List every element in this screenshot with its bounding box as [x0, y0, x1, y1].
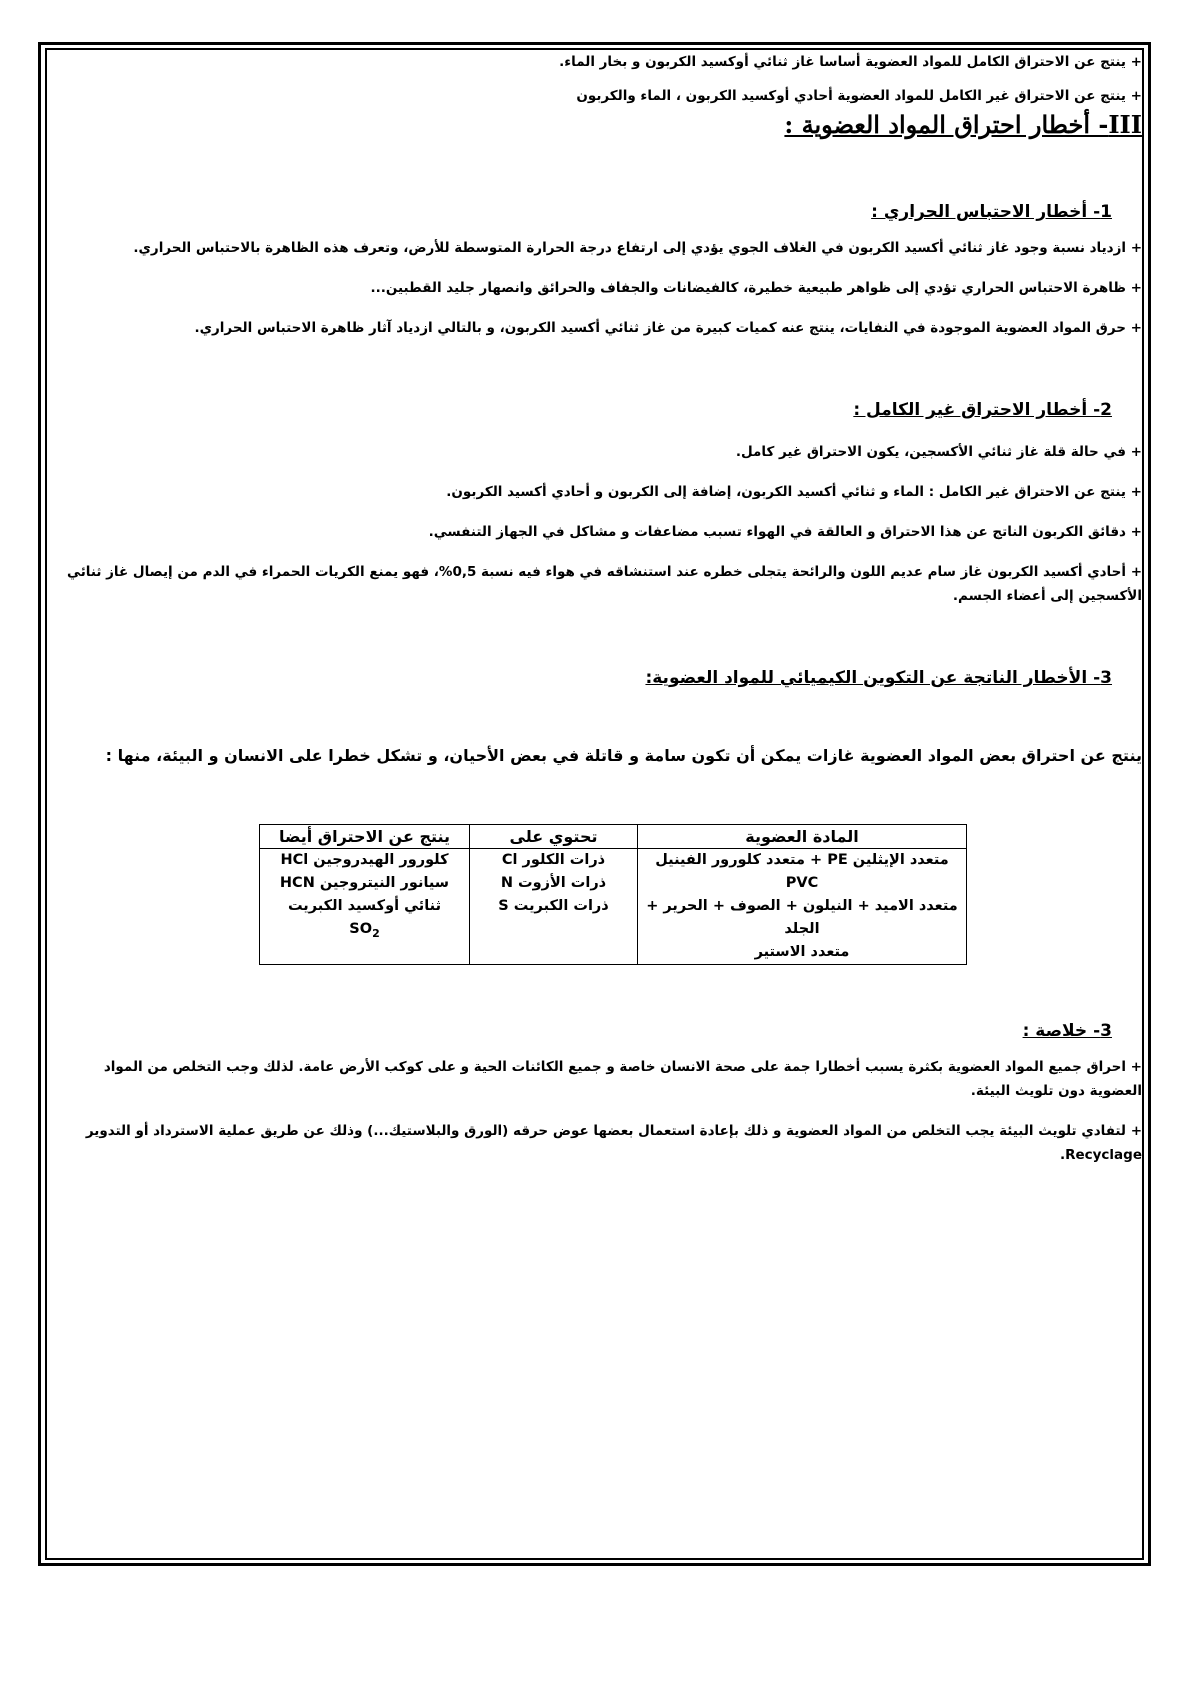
- main-heading: III- أخطار احتراق المواد العضوية :: [784, 110, 1142, 139]
- paragraph: + ينتج عن الاحتراق غير الكامل : الماء و ثنائي أكسيد الكربون، إضافة إلى الكربون و أحادي أكسيد الكربون.: [446, 484, 1142, 500]
- cell-line: الجلد: [784, 921, 820, 937]
- cell-line: ذرات الأزوت N: [500, 875, 607, 891]
- formula-subscript: 2: [372, 926, 380, 940]
- section-heading-chemical-hazards: 3- الأخطار الناتجة عن التكوين الكيميائي للمواد العضوية:: [645, 668, 1112, 688]
- cell-line: متعدد الإيثلين PE + متعدد كلورور الفينيل: [655, 852, 949, 868]
- table-header-row: [260, 825, 967, 849]
- paragraph: + في حالة قلة غاز ثنائي الأكسجين، يكون الاحتراق غير كامل.: [735, 444, 1142, 460]
- table-cell-materials: [638, 849, 967, 965]
- table-header: المادة العضوية: [638, 825, 967, 849]
- cell-line: ذرات الكلور Cl: [501, 852, 606, 868]
- cell-line: كلورور الهيدروجين HCl: [280, 852, 449, 868]
- document-body: [52, 50, 1142, 1167]
- cell-line: سيانور النيتروجين HCN: [279, 875, 450, 891]
- cell-line: متعدد الاميد + النيلون + الصوف + الحرير +: [646, 898, 958, 914]
- paragraph: + لتفادي تلويث البيئة يجب التخلص من المواد العضوية و ذلك بإعادة استعمال بعضها عوض حرقه (الورق والبلاستيك...) وذلك عن طريق عملية الاسترداد أو التدوير Recyclage.: [85, 1123, 1142, 1163]
- cell-line: PVC: [785, 875, 819, 891]
- cell-line: متعدد الاستير: [754, 944, 850, 960]
- formula-base: SO: [349, 921, 373, 937]
- paragraph: + احراق جميع المواد العضوية بكثرة يسبب أخطارا جمة على صحة الانسان خاصة و جميع الكائنات الحية و على كوكب الأرض عامة. لذلك وجب التخلص من المواد العضوية دون تلويث البيئة.: [103, 1059, 1142, 1099]
- section-heading-incomplete-combustion: 2- أخطار الاحتراق غير الكامل :: [853, 400, 1112, 420]
- table-cell-products: [260, 849, 470, 965]
- table-cell-atoms: [470, 849, 638, 965]
- paragraph: + حرق المواد العضوية الموجودة في النفايات، ينتج عنه كميات كبيرة من غاز ثنائي أكسيد الكربون، و بالتالي ازدياد آثار ظاهرة الاحتباس الحراري.: [194, 320, 1142, 336]
- intro-line: + ينتج عن الاحتراق غير الكامل للمواد العضوية أحادي أوكسيد الكربون ، الماء والكربون: [576, 88, 1142, 104]
- table-row: [260, 849, 967, 965]
- paragraph: + دقائق الكربون الناتج عن هذا الاحتراق و العالقة في الهواء تسبب مضاعفات و مشاكل في الجهاز التنفسي.: [428, 524, 1142, 540]
- paragraph: + أحادي أكسيد الكربون غاز سام عديم اللون والرائحة يتجلى خطره عند استنشاقه في هواء فيه نسبة 0,5%، فهو يمنع الكريات الحمراء في الدم من إيصال غاز ثنائي الأكسجين إلى أعضاء الجسم.: [67, 564, 1142, 604]
- cell-line: ثنائي أوكسيد الكبريت: [287, 898, 442, 914]
- paragraph: + ازدياد نسبة وجود غاز ثنائي أكسيد الكربون في الغلاف الجوي يؤدي إلى ارتفاع درجة الحرارة المتوسطة للأرض، وتعرف هذه الظاهرة بالاحتباس الحراري.: [133, 240, 1142, 256]
- paragraph: + ظاهرة الاحتباس الحراري تؤدي إلى ظواهر طبيعية خطيرة، كالفيضانات والجفاف والحرائق وانصهار جليد القطبين...: [370, 280, 1142, 296]
- table-header: ينتج عن الاحتراق أيضا: [260, 825, 470, 849]
- cell-line: ذرات الكبريت S: [498, 898, 609, 914]
- section-heading-greenhouse: 1- أخطار الاحتباس الحراري :: [871, 202, 1112, 222]
- materials-table: [259, 824, 967, 965]
- table-header: تحتوي على: [470, 825, 638, 849]
- chemical-formula: [266, 918, 463, 945]
- section-intro: ينتج عن احتراق بعض المواد العضوية غازات يمكن أن تكون سامة و قاتلة في بعض الأحيان، و تشكل خطرا على الانسان و البيئة، منها :: [105, 746, 1142, 765]
- section-heading-conclusion: 3- خلاصة :: [1022, 1021, 1112, 1041]
- intro-line: + ينتج عن الاحتراق الكامل للمواد العضوية أساسا غاز ثنائي أوكسيد الكربون و بخار الماء.: [559, 54, 1142, 70]
